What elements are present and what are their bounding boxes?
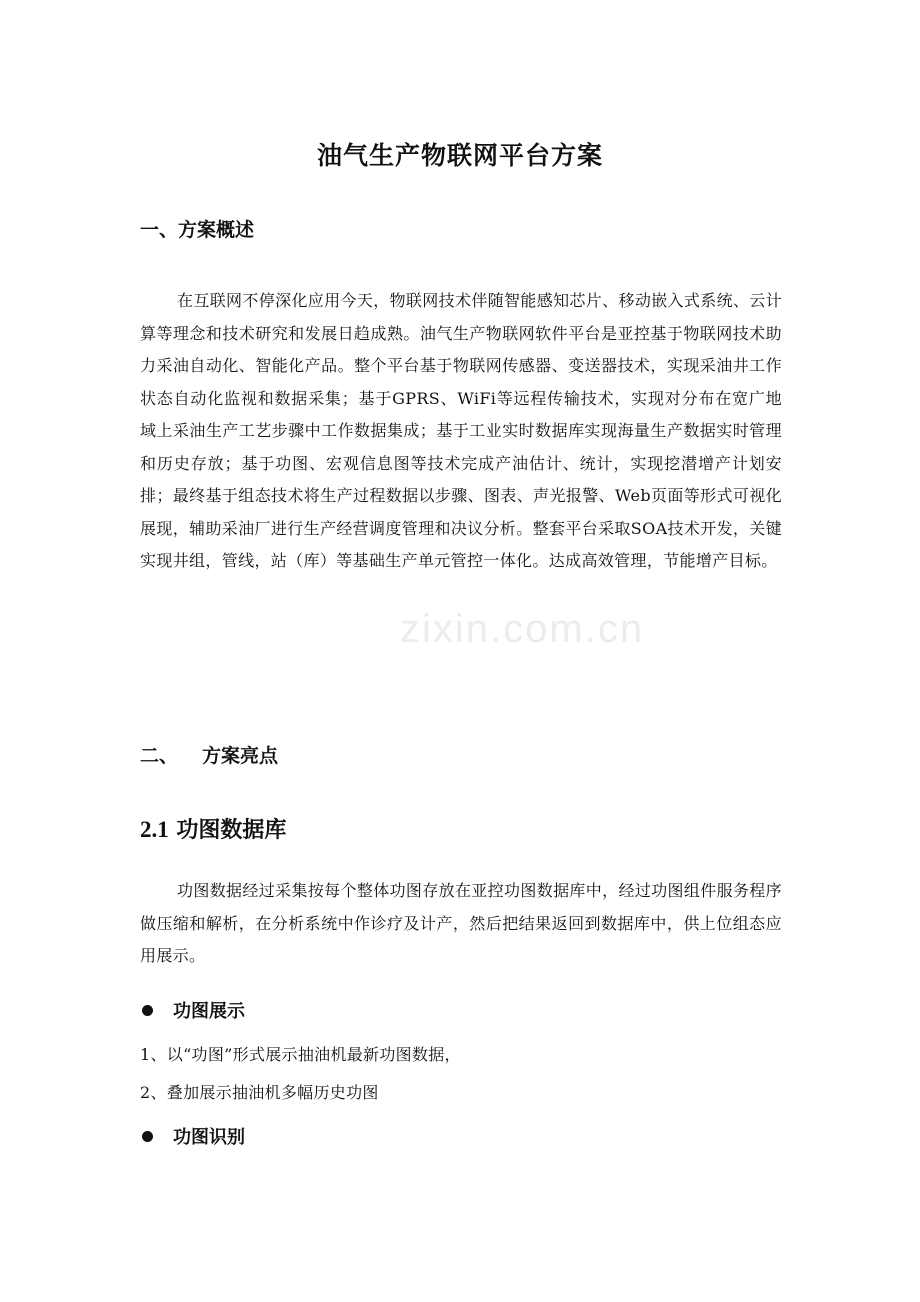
overview-paragraph: 在互联网不停深化应用今天，物联网技术伴随智能感知芯片、移动嵌入式系统、云计算等理念和技术研究和发展日趋成熟。油气生产物联网软件平台是亚控基于物联网技术助力采油自动化、智能化产品。整个平台基于物联网传感器、变送器技术，实现采油井工作状态自动化监视和数据采集；基于GPRS、WiFi等远程传输技术，实现对分布在宽广地域上采油生产工艺步骤中工作数据集成；基于工业实时数据库实现海量生产数据实时管理和历史存放；基于功图、宏观信息图等技术完成产油估计、统计，实现挖潜增产计划安排；最终基于组态技术将生产过程数据以步骤、图表、声光报警、Web页面等形式可视化展现，辅助采油厂进行生产经营调度管理和决议分析。整套平台采取SOA技术开发，关键实现井组，管线，站（库）等基础生产单元管控一体化。达成高效管理，节能增产目标。 [140,291,782,570]
list-item: 1、以“功图”形式展示抽油机最新功图数据， [140,1045,461,1064]
document-title: 油气生产物联网平台方案 [316,141,603,170]
subsection-title: 功图数据库 [176,817,287,843]
bullet-label: 功图识别 [173,1127,245,1148]
section-title: 方案概述 [178,219,255,241]
subsection-heading-dynamometer-db [140,814,286,846]
dynamometer-db-paragraph: 功图数据经过采集按每个整体功图存放在亚控功图数据库中，经过功图组件服务程序做压缩和解析，在分析系统中作诊疗及计产，然后把结果返回到数据库中，供上位组态应用展示。 [140,881,782,965]
section-title: 方案亮点 [202,745,279,767]
subsection-number: 2.1 [140,817,169,842]
bullet-dot-icon [142,1005,153,1016]
bullet-recognition [140,1124,245,1152]
bullet-dot-icon [142,1131,153,1142]
section-number: 二、 [140,745,179,767]
bullet-label: 功图展示 [173,1001,245,1022]
section-number: 一、 [140,219,179,241]
bullet-display [140,998,245,1026]
list-item: 2、叠加展示抽油机多幅历史功图 [140,1083,379,1102]
section-heading-overview [140,216,254,244]
section-heading-highlights [140,742,278,770]
watermark: zixin.com.cn [400,607,645,651]
